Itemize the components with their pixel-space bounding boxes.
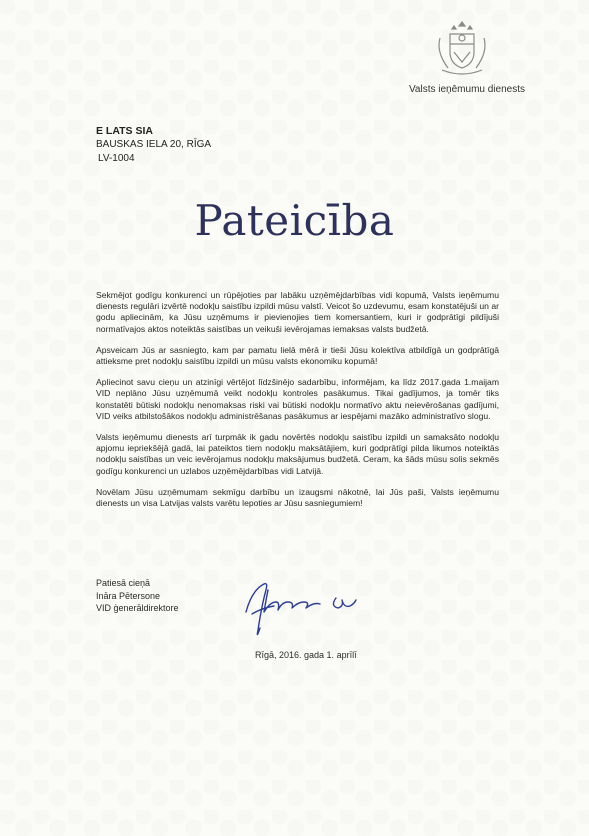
paragraph: Valsts ieņēmumu dienests arī turpmāk ik gadu novērtēs nodokļu saistību izpildi un samaksāto nodokļu apjomu iepriekšējā gadā, lai pateiktos tiem nodokļu maksātājiem, kuri godprātīgi pilda likumos noteiktās nodokļu saistības un veic ievērojamus nodokļu maksājumus budžetā. Ceram, ka šāds mūsu solis sekmēs godīgu konkurenci un uzlabos uzņēmējdarbības vidi Latvijā. [96,432,499,476]
paragraph: Apliecinot savu cieņu un atzinīgi vērtējot līdzšinējo sadarbību, informējam, ka līdz 2017.gada 1.maijam VID neplāno Jūsu uzņēmumā veikt nodokļu kontroles pasākumus. Tikai gadījumos, ja tomēr tiks konstatēti būtiski nodokļu nenomaksas riski vai būtiski nodokļu normatīvo aktu neievērošanas gadījumi, VID veiks atbilstošākos nodokļu administrēšanas pasākumus ar iespējami mazāko administratīvo slogu. [96,377,499,421]
recipient-postal-code: LV-1004 [98,153,135,164]
signer-title: VID ģenerāldirektore [96,603,179,613]
closing-block [96,577,179,615]
handwritten-signature [232,568,382,648]
signer-name: Ināra Pētersone [96,590,161,601]
recipient-block [96,124,211,166]
agency-name: Valsts ieņēmumu dienests [409,84,525,95]
closing-salutation: Patiesā cieņā [96,578,151,588]
paragraph: Sekmējot godīgu konkurenci un rūpējoties par labāku uzņēmējdarbības vidi kopumā, Valsts ieņēmumu dienests regulāri izvērtē nodokļu saistību izpildi mūsu valstī. Veicot šo uzdevumu, esam konstatējuši un ar godu apliecinām, ka Jūsu uzņēmums ir pievienojies tiem komersantiem, kuri ir godprātīgi pildījuši normatīvajos aktos noteiktās saistības un veikuši ievērojamas iemaksas valsts budžetā. [96,290,499,334]
recipient-company: E LATS SIA [96,125,153,137]
letter-title: Pateicība [194,196,395,245]
paragraph: Apsveicam Jūs ar sasniegto, kam par pamatu lielā mērā ir tieši Jūsu kolektīva atbildīgā un godprātīgā attieksme pret nodokļu saistību izpildi un mūsu valsts ekonomiku kopumā! [96,344,499,367]
coat-of-arms-logo [432,18,492,78]
recipient-address: BAUSKAS IELA 20, RĪGA [96,139,212,150]
date-line: Rīgā, 2016. gada 1. aprīlī [255,650,357,660]
paragraph: Novēlam Jūsu uzņēmumam sekmīgu darbību un izaugsmi nākotnē, lai Jūs paši, Valsts ieņēmumu dienests un visa Latvijas valsts varētu lepoties ar Jūsu sasniegumiem! [96,486,499,509]
letter-body [96,290,499,519]
